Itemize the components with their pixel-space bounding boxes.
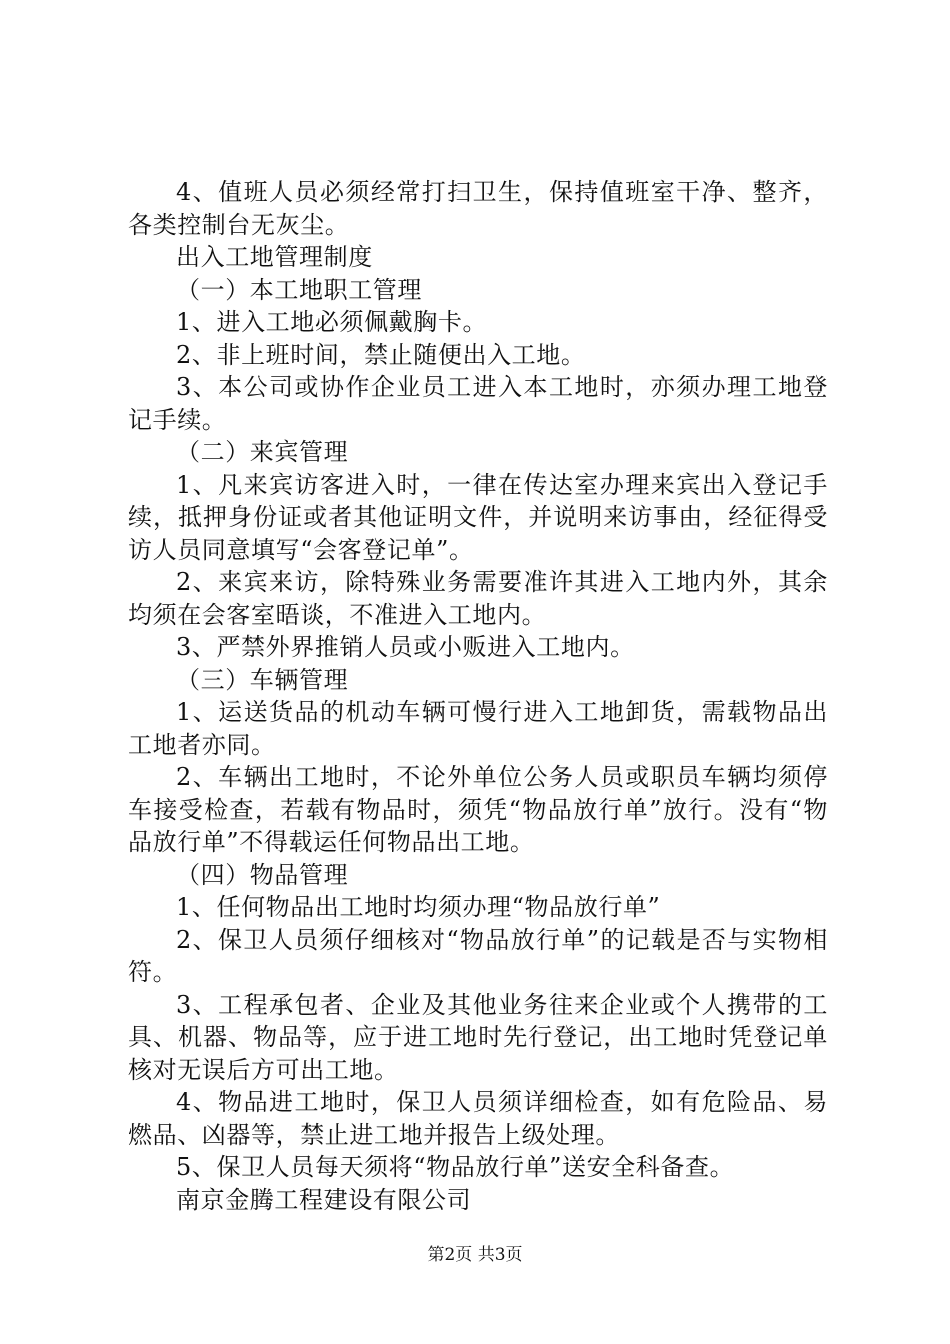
subheading-goods-management: （四）物品管理 — [176, 860, 349, 889]
subheading-vehicle-management: （三）车辆管理 — [176, 665, 349, 694]
paragraph-staff-1: 1、进入工地必须佩戴胸卡。 — [176, 308, 488, 336]
company-signature-line: 南京金腾工程建设有限公司 — [176, 1185, 472, 1214]
paragraph-goods-3: 3、工程承包者、企业及其他业务往来企业或个人携带的工具、机器、物品等，应于进工地时先行登记，出工地时凭登记单核对无误后方可出工地。 — [128, 990, 828, 1084]
paragraph-vehicle-2: 2、车辆出工地时，不论外单位公务人员或职员车辆均须停车接受检查，若载有物品时，须凭“物品放行单”放行。没有“物品放行单”不得载运任何物品出工地。 — [128, 763, 828, 856]
paragraph-duty-hygiene: 4、值班人员必须经常打扫卫生，保持值班室干净、整齐，各类控制台无灰尘。 — [128, 178, 828, 239]
paragraph-staff-2: 2、非上班时间，禁止随便出入工地。 — [176, 340, 586, 369]
paragraph-visitor-3: 3、严禁外界推销人员或小贩进入工地内。 — [176, 633, 635, 661]
paragraph-vehicle-1: 1、运送货品的机动车辆可慢行进入工地卸货，需载物品出工地者亦同。 — [128, 698, 828, 759]
document-body — [128, 176, 828, 1216]
section-title-site-access: 出入工地管理制度 — [176, 243, 373, 271]
paragraph-goods-2: 2、保卫人员须仔细核对“物品放行单”的记载是否与实物相符。 — [128, 925, 828, 986]
paragraph-goods-5: 5、保卫人员每天须将“物品放行单”送安全科备查。 — [176, 1153, 735, 1181]
paragraph-staff-3: 3、本公司或协作企业员工进入本工地时，亦须办理工地登记手续。 — [128, 373, 828, 434]
subheading-staff-management: （一）本工地职工管理 — [176, 275, 422, 304]
paragraph-goods-4: 4、物品进工地时，保卫人员须详细检查，如有危险品、易燃品、凶器等，禁止进工地并报告上级处理。 — [128, 1088, 828, 1149]
subheading-visitor-management: （二）来宾管理 — [176, 438, 349, 466]
paragraph-visitor-2: 2、来宾来访，除特殊业务需要准许其进入工地内外，其余均须在会客室晤谈，不准进入工地内。 — [128, 568, 828, 629]
paragraph-visitor-1: 1、凡来宾访客进入时，一律在传达室办理来宾出入登记手续，抵押身份证或者其他证明文件，并说明来访事由，经征得受访人员同意填写“会客登记单”。 — [128, 470, 828, 564]
paragraph-goods-1: 1、任何物品出工地时均须办理“物品放行单” — [176, 893, 661, 921]
page-number-footer: 第2页 共3页 — [427, 1245, 523, 1265]
